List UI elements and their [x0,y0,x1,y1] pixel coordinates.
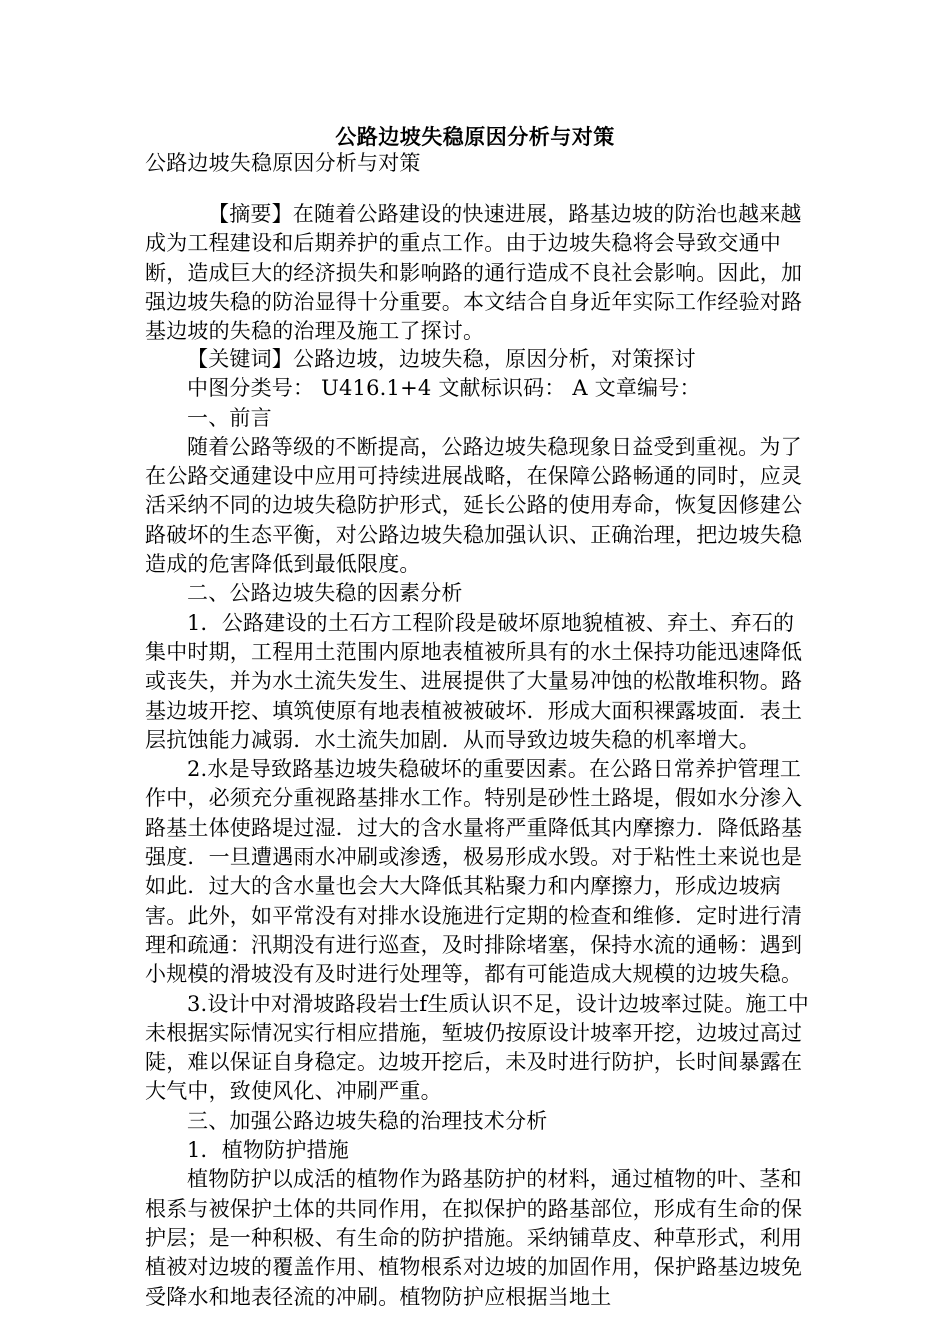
document-subtitle [145,149,810,178]
subtitle-text: 公路边坡失稳原因分析与对策 [145,151,421,175]
abstract-section [145,200,810,346]
classification-line: 中图分类号： U416.1+4 文献标识码： A 文章编号： [187,376,701,401]
main-body [145,345,810,1312]
section-3-heading: 三、加强公路边坡失稳的治理技术分析 [187,1108,548,1133]
abstract-paragraph: 【摘要】在随着公路建设的快速进展，路基边坡的防治也越来越成为工程建设和后期养护的重点工作。由于边坡失稳将会导致交通中断，造成巨大的经济损失和影响路的通行造成不良社会影响。因此，加强边坡失稳的防治显得十分重要。本文结合自身近年实际工作经验对路基边坡的失稳的治理及施工了探讨。 [145,202,803,344]
section-3-subheading-1: 1．植物防护措施 [187,1138,349,1163]
document-title: 公路边坡失稳原因分析与对策 [335,124,615,149]
section-2-item-1: 1．公路建设的土石方工程阶段是破坏原地貌植被、弃土、弃石的集中时期，工程用土范围内原地表植被所具有的水土保持功能迅速降低或丧失，并为水土流失发生、进展提供了大量易冲蚀的松散堆积物。路基边坡开挖、填筑使原有地表植被被破坏．形成大面积裸露坡面．表土层抗蚀能力减弱．水土流失加剧．从而导致边坡失稳的机率增大。 [145,610,803,752]
section-2-item-3: 3.设计中对滑坡路段岩士f生质认识不足，设计边坡率过陡。施工中未根据实际情况实行相应措施，堑坡仍按原设计坡率开挖，边坡过高过陡，难以保证自身稳定。边坡开挖后，未及时进行防护，长时间暴露在大气中，致使风化、冲刷严重。 [145,991,810,1104]
section-3-paragraph: 植物防护以成活的植物作为路基防护的材料，通过植物的叶、茎和根系与被保护土体的共同作用，在拟保护的路基部位，形成有生命的保护层；是一种积极、有生命的防护措施。采纳铺草皮、种草形式，利用植被对边坡的覆盖作用、植物根系对边坡的加固作用，保护路基边坡免受降水和地表径流的冲刷。植物防护应根据当地土 [145,1167,803,1309]
section-2-item-2: 2.水是导致路基边坡失稳破坏的重要因素。在公路日常养护管理工作中，必须充分重视路基排水工作。特别是砂性土路堤，假如水分渗入路基土体使路堤过湿．过大的含水量将严重降低其内摩擦力．降低路基强度．一旦遭遇雨水冲刷或渗透，极易形成水毁。对于粘性土来说也是如此．过大的含水量也会大大降低其粘聚力和内摩擦力，形成边坡病害。此外，如平常没有对排水设施进行定期的检查和维修．定时进行清理和疏通：汛期没有进行巡查，及时排除堵塞，保持水流的通畅：遇到小规模的滑坡没有及时进行处理等，都有可能造成大规模的边坡失稳。 [145,757,803,987]
section-1-heading: 一、前言 [187,405,272,430]
section-1-paragraph: 随着公路等级的不断提高，公路边坡失稳现象日益受到重视。为了在公路交通建设中应用可持续进展战略，在保障公路畅通的同时，应灵活采纳不同的边坡失稳防护形式，延长公路的使用寿命，恢复因修建公路破坏的生态平衡，对公路边坡失稳加强认识、正确治理，把边坡失稳造成的危害降低到最低限度。 [145,434,803,577]
section-2-heading: 二、公路边坡失稳的因素分析 [187,581,463,606]
keywords-line: 【关键词】公路边坡，边坡失稳，原因分析，对策探讨 [187,347,696,371]
